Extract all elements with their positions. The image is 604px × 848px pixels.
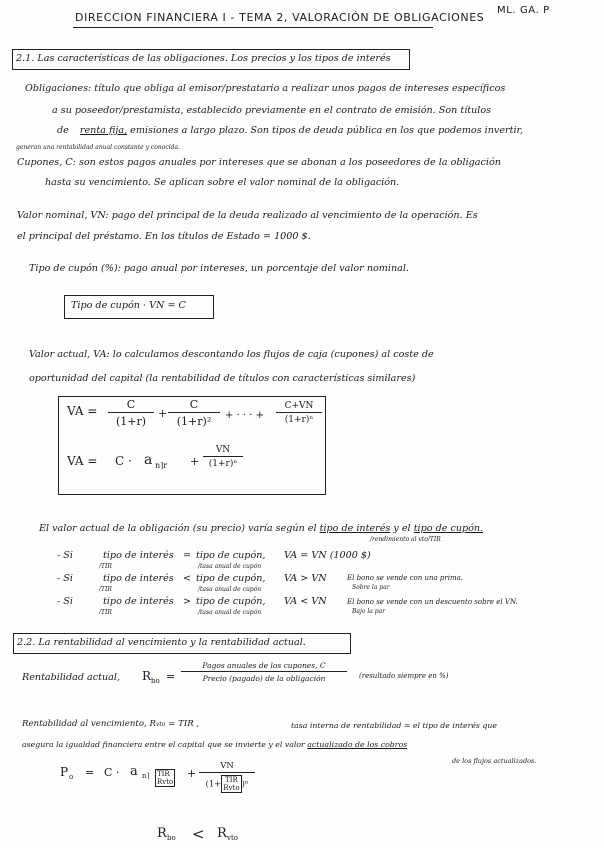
fraction-2 (168, 398, 220, 428)
valor-nominal-line-2: el principal del préstamo. En los títulos de Estado = 1000 $. (17, 231, 311, 242)
p0-fraction-numerator: VN (199, 761, 255, 773)
fraction-vn-numerator: VN (203, 445, 243, 457)
c-times: C · (115, 454, 132, 468)
case-relation: = (183, 550, 192, 561)
p0-fraction-denominator (199, 773, 255, 793)
case-va: VA < VN (284, 596, 327, 607)
p0-tir-box (155, 769, 175, 787)
compare-operator: < (192, 825, 205, 843)
case-comment: El bono se vende con un descuento sobre el VN. (347, 598, 518, 606)
rentabilidad-actual-numerator: Pagos anuales de los cupones, C (181, 661, 347, 672)
tipo-cupon-term: tipo de cupón. (413, 523, 484, 534)
p0-subscript: o (69, 773, 74, 781)
obligaciones-line-1: Obligaciones: título que obliga al emisor/prestatario a realizar unos pagos de intereses específicos (25, 83, 506, 94)
p0-plus: + (187, 767, 197, 780)
rbo-equals: = (166, 670, 176, 683)
case-relation: > (183, 596, 192, 607)
plus-1: + (158, 407, 168, 420)
compare-rvto-sub: vto (227, 834, 238, 842)
case-cupon-note: /tasa anual de cupón (198, 563, 262, 570)
renta-fija-term: renta fija, (79, 125, 128, 136)
relation-text-a: El valor actual de la obligación (su precio) varía según el (39, 523, 317, 534)
fraction-vn-denominator: (1+r)ⁿ (208, 459, 238, 469)
case-bullet: - Si (57, 550, 73, 561)
p0-den-rvto: Rvto (223, 784, 240, 792)
obligaciones-line-2: a su poseedor/prestamista, establecido previamente en el contrato de emisión. Son títulos (52, 105, 492, 116)
p0-fraction (199, 761, 255, 793)
compare-rbo: R (157, 826, 167, 841)
tipo-interes-term: tipo de interés (319, 523, 391, 534)
annuity-symbol: a (144, 452, 153, 468)
case-tipo: tipo de interés (103, 573, 174, 584)
relation-note: /rendimiento al vto/TIR (370, 536, 441, 543)
case-relation: < (183, 573, 192, 584)
obligaciones-line-3c: emisiones a largo plazo. Son tipos de deuda pública en los que podemos invertir, (130, 125, 524, 136)
rbo-subscript: bo (151, 677, 160, 685)
case-va: VA = VN (1000 $) (284, 550, 371, 561)
case-cupon: tipo de cupón, (196, 573, 266, 584)
tipo-cupon-line: Tipo de cupón (%): pago anual por intereses, un porcentaje del valor nominal. (29, 263, 409, 274)
section-heading-2-2: 2.2. La rentabilidad al vencimiento y la rentabilidad actual. (17, 637, 306, 648)
p0-tir-label: TIR (157, 770, 170, 778)
valor-nominal-line-1: Valor nominal, VN: pago del principal de la deuda realizado al vencimiento de la operación. Es (17, 210, 478, 221)
fraction-vn (203, 445, 243, 469)
fraction-2-denominator: (1+r)² (176, 415, 212, 428)
case-comment-2: Bajo la par (352, 608, 386, 615)
case-cupon-note: /tasa anual de cupón (198, 609, 262, 616)
compare-rvto: R (217, 826, 227, 841)
case-va: VA > VN (284, 573, 327, 584)
fraction-2-numerator: C (168, 398, 220, 413)
plus-dots: + · · · + (225, 410, 265, 421)
section-heading-2-1: 2.1. Las características de las obligaciones. Los precios y los tipos de interés (16, 53, 391, 64)
case-cupon-note: /tasa anual de cupón (198, 586, 262, 593)
fraction-3 (276, 401, 322, 425)
author-initials: ML. GA. P (497, 5, 550, 16)
case-comment-2: Sobre la par (352, 584, 390, 591)
p0-den-tir: TIR (225, 776, 238, 784)
obligaciones-line-3a: de (57, 125, 69, 136)
valor-actual-line-1: Valor actual, VA: lo calculamos descontando los flujos de caja (cupones) al coste de (29, 349, 434, 360)
case-tipo: tipo de interés (103, 596, 174, 607)
rentabilidad-actual-fraction (181, 661, 347, 683)
p0-c-times: C · (104, 766, 120, 779)
case-bullet: - Si (57, 573, 73, 584)
case-cupon: tipo de cupón, (196, 596, 266, 607)
case-tir: /TIR (99, 563, 112, 570)
p0-equals: = (85, 766, 95, 779)
fraction-1-denominator: (1+r) (115, 415, 147, 428)
case-tipo: tipo de interés (103, 550, 174, 561)
fraction-3-denominator: (1+r)ⁿ (284, 415, 314, 425)
obligaciones-line-4: generan una rentabilidad anual constante y conocida. (16, 144, 180, 151)
va-lhs-1: VA = (67, 404, 98, 418)
annuity-subscript: n⌉r (155, 461, 168, 470)
p0-rvto-label: Rvto (157, 778, 174, 786)
p0-annuity-symbol: a (130, 764, 138, 779)
tipo-cupon-formula: Tipo de cupón · VN = C (71, 300, 186, 311)
rentabilidad-actual-label: Rentabilidad actual, (22, 672, 121, 683)
case-cupon: tipo de cupón, (196, 550, 266, 561)
valor-actualizado-term: actualizado de los cobros (307, 740, 408, 749)
rentabilidad-actual-note: (resultado siempre en %) (359, 672, 449, 680)
cupones-line-2: hasta su vencimiento. Se aplican sobre el valor nominal de la obligación. (45, 177, 400, 188)
plus-va2: + (190, 455, 200, 468)
tir-definition-3: de los flujos actualizados. (452, 757, 537, 765)
p0-den-box (221, 775, 241, 793)
rvto-sub: vto (156, 721, 166, 728)
valor-actual-line-2: oportunidad del capital (la rentabilidad de títulos con características similares) (29, 373, 416, 384)
cupones-line-1: Cupones, C: son estos pagos anuales por intereses que se abonan a los poseedores de la obligación (17, 157, 501, 168)
fraction-3-numerator: C+VN (276, 401, 322, 413)
p0-den-pre: (1+ (205, 779, 222, 790)
fraction-1 (108, 398, 154, 428)
title-underline (73, 27, 433, 28)
tir-definition-2: asegura la igualdad financiera entre el capital que se invierte y el valor (22, 740, 305, 749)
relation-text-c: y el (393, 523, 411, 534)
rentabilidad-actual-denominator: Precio (pagado) de la obligación (202, 674, 326, 683)
rvto-tir: = TIR , (168, 719, 200, 729)
case-tir: /TIR (99, 609, 112, 616)
rbo-symbol: R (142, 669, 152, 683)
case-bullet: - Si (57, 596, 73, 607)
tir-definition: tasa interna de rentabilidad = el tipo de interés que (291, 721, 498, 730)
case-tir: /TIR (99, 586, 112, 593)
rvto-label: Rentabilidad al vencimiento, R (22, 719, 156, 729)
p0-annuity-subscript: n⌉ (142, 772, 150, 780)
compare-rbo-sub: bo (167, 834, 176, 842)
document-title: DIRECCION FINANCIERA I - TEMA 2, VALORACIÓN DE OBLIGACIONES (75, 11, 485, 24)
fraction-1-numerator: C (108, 398, 154, 413)
case-comment: El bono se vende con una prima. (347, 574, 464, 582)
va-lhs-2: VA = (67, 454, 98, 468)
p0-symbol: P (60, 765, 69, 779)
p0-den-post: )ⁿ (241, 779, 249, 790)
